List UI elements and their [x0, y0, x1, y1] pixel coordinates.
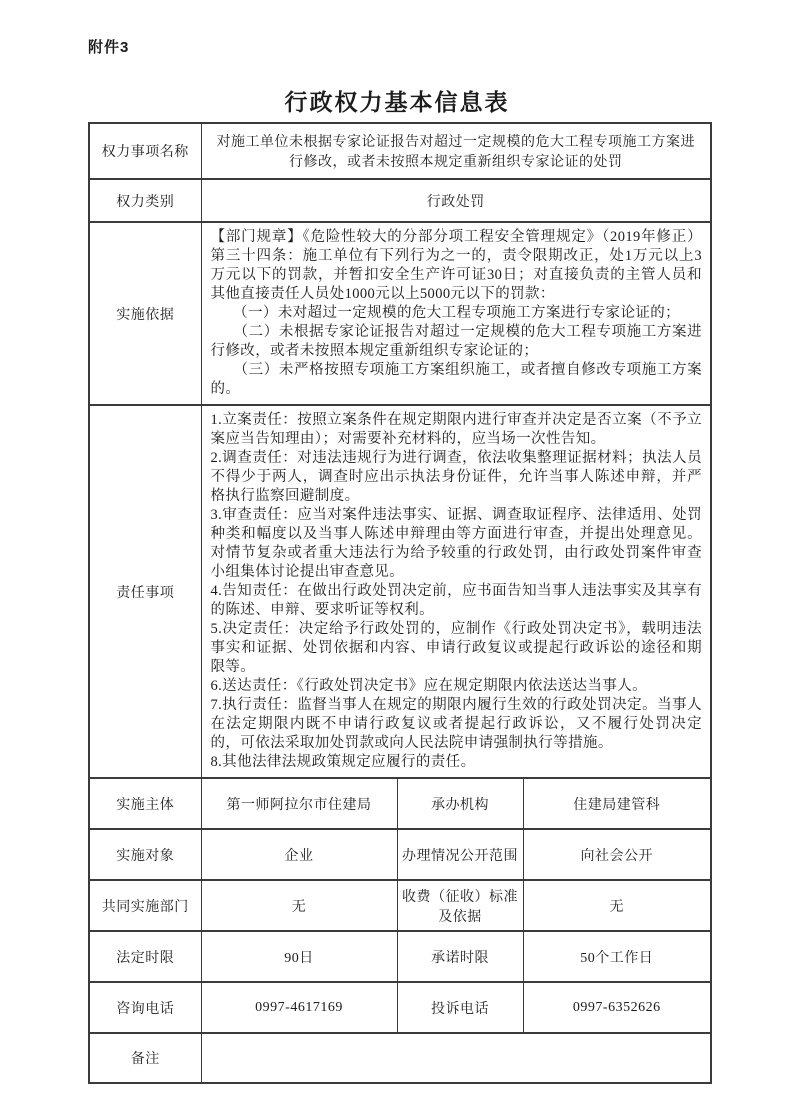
power-category-label: 权力类别 — [89, 179, 201, 222]
paragraph: （一）未对超过一定规模的危大工程专项施工方案进行专家论证的； — [210, 305, 681, 321]
statutory-time-limit-label: 法定时限 — [89, 931, 201, 982]
row-time-limits — [89, 931, 711, 982]
remarks-value — [201, 1033, 711, 1083]
row-phones — [89, 982, 711, 1033]
paragraph: 5.决定责任：决定给予行政处罚的，应制作《行政处罚决定书》，载明违法事实和证据、处罚依据和内容、申请行政复议或提起行政诉讼的途径和期限等。 — [210, 621, 702, 675]
row-implementation-basis — [89, 222, 711, 405]
fee-standard-label: 收费（征收）标准及依据 — [397, 880, 523, 931]
disclosure-scope-label: 办理情况公开范围 — [397, 829, 523, 880]
responsibility-items-label: 责任事项 — [89, 405, 201, 778]
implementing-subject-value: 第一师阿拉尔市住建局 — [201, 778, 397, 829]
paragraph: 8.其他法律法规政策规定应履行的责任。 — [210, 754, 476, 770]
row-responsibility-items — [89, 405, 711, 778]
handling-agency-label: 承办机构 — [397, 778, 523, 829]
implementation-object-value: 企业 — [201, 829, 397, 880]
inquiry-phone-label: 咨询电话 — [89, 982, 201, 1033]
paragraph: 4.告知责任：在做出行政处罚决定前，应书面告知当事人违法事实及其享有的陈述、申辩、要求听证等权利。 — [210, 583, 702, 618]
joint-departments-label: 共同实施部门 — [89, 880, 201, 931]
row-joint-departments — [89, 880, 711, 931]
paragraph: （二）未根据专家论证报告对超过一定规模的危大工程专项施工方案进行修改，或者未按照本规定重新组织专家论证的； — [210, 324, 702, 359]
paragraph: （三）未严格按照专项施工方案组织施工，或者擅自修改专项施工方案的。 — [210, 362, 702, 397]
power-item-name-value: 对施工单位未根据专家论证报告对超过一定规模的危大工程专项施工方案进行修改，或者未按照本规定重新组织专家论证的处罚 — [201, 123, 711, 179]
fee-standard-value: 无 — [523, 880, 711, 931]
attachment-label: 附件3 — [88, 39, 130, 56]
promised-time-limit-value: 50个工作日 — [523, 931, 711, 982]
paragraph: 7.执行责任：监督当事人在规定的期限内履行生效的行政处罚决定。当事人在法定期限内既不申请行政复议或者提起行政诉讼，又不履行处罚决定的，可依法采取加处罚款或向人民法院申请强制执行等措施。 — [210, 697, 702, 751]
row-power-item-name — [89, 123, 711, 179]
paragraph: 【部门规章】《危险性较大的分部分项工程安全管理规定》（2019年修正）第三十四条：施工单位有下列行为之一的，责令限期改正，处1万元以上3万元以下的罚款，并暂扣安全生产许可证30日；对直接负责的主管人员和其他直接责任人员处1000元以上5000元以下的罚款： — [210, 229, 702, 302]
handling-agency-value: 住建局建管科 — [523, 778, 711, 829]
page-title: 行政权力基本信息表 — [284, 90, 510, 115]
paragraph: 2.调查责任：对违法违规行为进行调查，依法收集整理证据材料；执法人员不得少于两人，调查时应出示执法身份证件，允许当事人陈述申辩，并严格执行监察回避制度。 — [210, 450, 702, 504]
implementation-basis-label: 实施依据 — [89, 222, 201, 405]
complaint-phone-label: 投诉电话 — [397, 982, 523, 1033]
info-table — [88, 122, 712, 1084]
paragraph: 6.送达责任：《行政处罚决定书》应在规定期限内依法送达当事人。 — [210, 678, 648, 694]
complaint-phone-value: 0997-6352626 — [523, 982, 711, 1033]
row-remarks — [89, 1033, 711, 1083]
power-category-value: 行政处罚 — [201, 179, 711, 222]
remarks-label: 备注 — [89, 1033, 201, 1083]
power-item-name-label: 权力事项名称 — [89, 123, 201, 179]
inquiry-phone-value: 0997-4617169 — [201, 982, 397, 1033]
implementation-basis-value — [201, 222, 711, 405]
statutory-time-limit-value: 90日 — [201, 931, 397, 982]
disclosure-scope-value: 向社会公开 — [523, 829, 711, 880]
row-implementing-subject — [89, 778, 711, 829]
joint-departments-value: 无 — [201, 880, 397, 931]
responsibility-items-value — [201, 405, 711, 778]
paragraph: 1.立案责任：按照立案条件在规定期限内进行审查并决定是否立案（不予立案应当告知理由）；对需要补充材料的，应当场一次性告知。 — [210, 412, 702, 447]
promised-time-limit-label: 承诺时限 — [397, 931, 523, 982]
implementation-object-label: 实施对象 — [89, 829, 201, 880]
row-implementation-object — [89, 829, 711, 880]
paragraph: 3.审查责任：应当对案件违法事实、证据、调查取证程序、法律适用、处罚种类和幅度以及当事人陈述申辩理由等方面进行审查，并提出处理意见。对情节复杂或者重大违法行为给予较重的行政处罚，由行政处罚案件审查小组集体讨论提出审查意见。 — [210, 507, 702, 580]
implementing-subject-label: 实施主体 — [89, 778, 201, 829]
row-power-category — [89, 179, 711, 222]
